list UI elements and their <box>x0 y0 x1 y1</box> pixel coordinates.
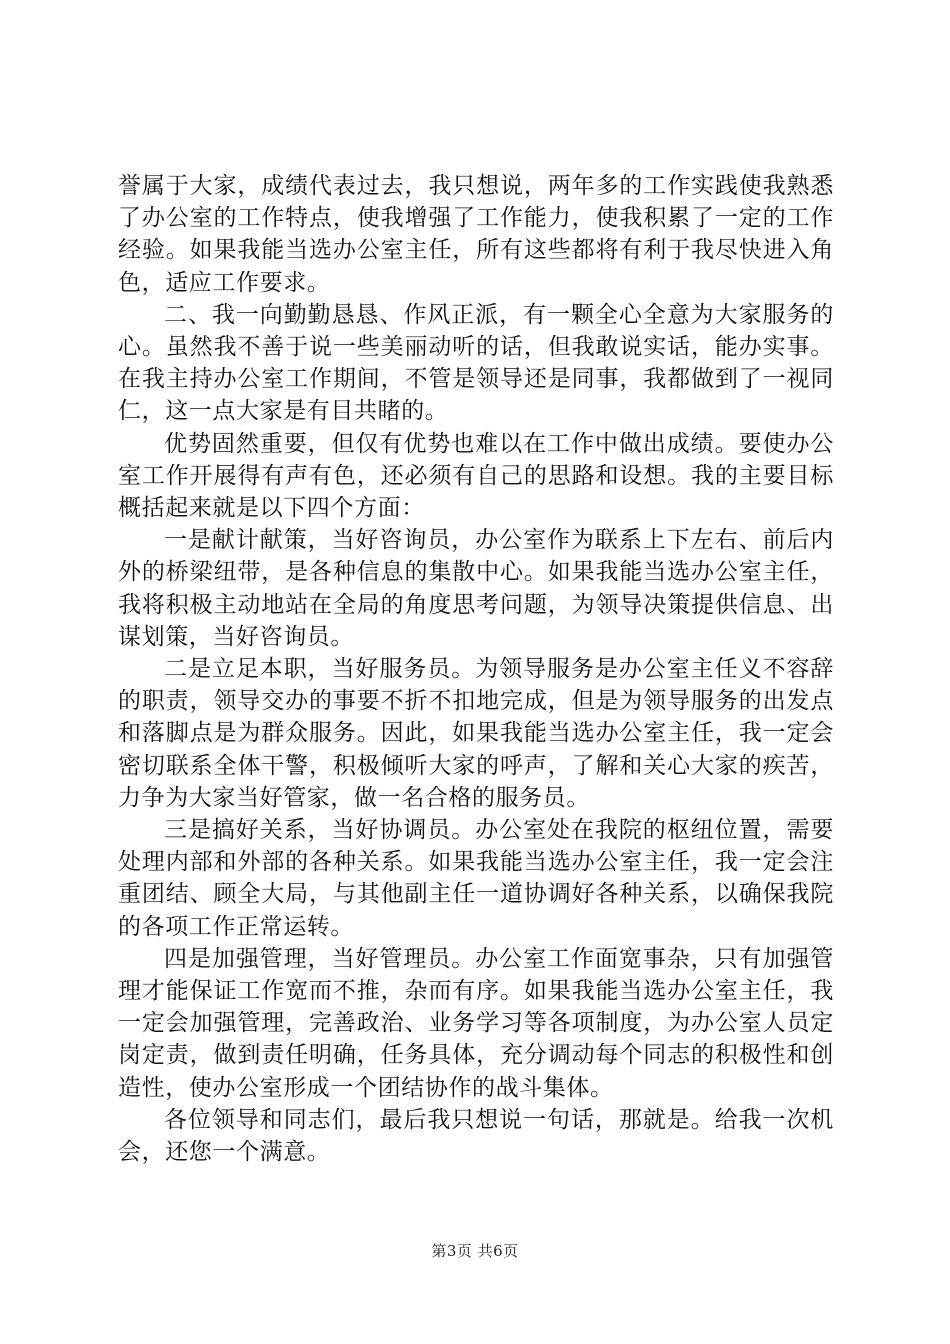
paragraph: 优势固然重要，但仅有优势也难以在工作中做出成绩。要使办公室工作开展得有声有色，还必须有自己的思路和设想。我的主要目标概括起来就是以下四个方面： <box>118 430 834 522</box>
document-body <box>118 170 834 1168</box>
paragraph: 一是献计献策，当好咨询员，办公室作为联系上下左右、前后内外的桥梁纽带，是各种信息的集散中心。如果我能当选办公室主任，我将积极主动地站在全局的角度思考问题，为领导决策提供信息、出谋划策，当好咨询员。 <box>118 527 834 650</box>
page-footer: 第3页 共6页 <box>431 1242 519 1260</box>
paragraph: 四是加强管理，当好管理员。办公室工作面宽事杂，只有加强管理才能保证工作宽而不推，杂而有序。如果我能当选办公室主任，我一定会加强管理，完善政治、业务学习等各项制度，为办公室人员定岗定责，做到责任明确，任务具体，充分调动每个同志的积极性和创造性，使办公室形成一个团结协作的战斗集体。 <box>118 945 834 1101</box>
paragraph: 誉属于大家，成绩代表过去，我只想说，两年多的工作实践使我熟悉了办公室的工作特点，使我增强了工作能力，使我积累了一定的工作经验。如果我能当选办公室主任，所有这些都将有利于我尽快进入角色，适应工作要求。 <box>118 173 834 296</box>
paragraph: 各位领导和同志们，最后我只想说一句话，那就是。给我一次机会，还您一个满意。 <box>118 1106 834 1166</box>
paragraph: 二是立足本职，当好服务员。为领导服务是办公室主任义不容辞的职责，领导交办的事要不折不扣地完成，但是为领导服务的出发点和落脚点是为群众服务。因此，如果我能当选办公室主任，我一定会密切联系全体干警，积极倾听大家的呼声，了解和关心大家的疾苦，力争为大家当好管家，做一名合格的服务员。 <box>118 656 834 811</box>
paragraph: 三是搞好关系，当好协调员。办公室处在我院的枢纽位置，需要处理内部和外部的各种关系。如果我能当选办公室主任，我一定会注重团结、顾全大局，与其他副主任一道协调好各种关系，以确保我院的各项工作正常运转。 <box>118 817 834 940</box>
paragraph: 二、我一向勤勤恳恳、作风正派，有一颗全心全意为大家服务的心。虽然我不善于说一些美丽动听的话，但我敢说实话，能办实事。在我主持办公室工作期间，不管是领导还是同事，我都做到了一视同仁，这一点大家是有目共睹的。 <box>118 301 834 425</box>
